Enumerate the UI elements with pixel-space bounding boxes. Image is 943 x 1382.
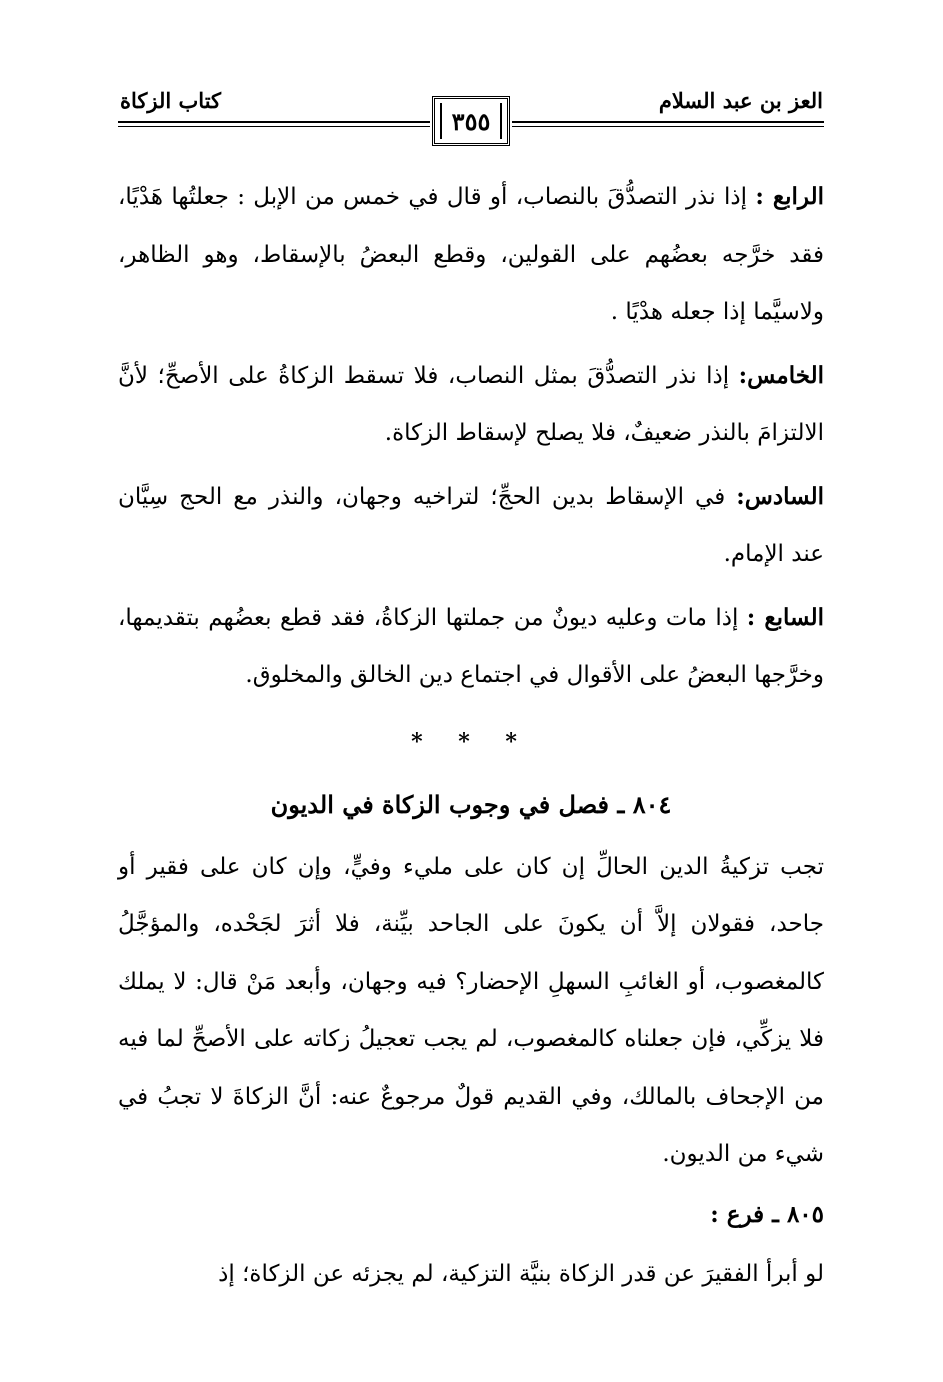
paragraph-fourth [118, 168, 824, 342]
section-body-paragraph: تجب تزكيةُ الدين الحالِّ إن كان على مليء وفيٍّ، وإن كان على فقير أو جاحد، فقولان إلاَّ أن يكونَ على الجاحد بيِّنة، فلا أثرَ لجَحْده، والمؤجَّلُ كالمغصوب، أو الغائبِ السهلِ الإحضار؟ فيه وجهان، وأبعد مَنْ قال: لا يملك فلا يزكِّي، فإن جعلناه كالمغصوب، لم يجب تعجيلُ زكاته على الأصحِّ لما فيه من الإجحاف بالمالك، وفي القديم قولٌ مرجوعٌ عنه: أنَّ الزكاةَ لا تجبُ في شيء من الديون. [118, 853, 824, 1167]
running-header-author: العز بن عبد السلام [658, 88, 823, 113]
header-rule-right-thin [512, 126, 824, 127]
paragraph-term: السابع : [746, 603, 824, 631]
paragraph-sixth [118, 468, 824, 584]
paragraph-fifth [118, 347, 824, 463]
header-rule-left [118, 121, 430, 123]
paragraph-text: إذا نذر التصدُّقَ بمثل النصاب، فلا تسقط الزكاةُ على الأصحِّ؛ لأنَّ الالتزامَ بالنذر ضعيفٌ، فلا يصلح لإسقاط الزكاة. [118, 362, 824, 446]
paragraph-term: الرابع : [755, 183, 824, 210]
paragraph-seventh [118, 589, 824, 705]
header-rule-right [512, 121, 824, 123]
branch-body-paragraph: لو أبرأ الفقيرَ عن قدر الزكاة بنيَّة التزكية، لم يجزئه عن الزكاة؛ إذ [218, 1260, 824, 1287]
header-rule-left-thin [118, 126, 430, 127]
section-separator: * * * [411, 728, 531, 755]
paragraph-term: السادس: [736, 482, 824, 510]
page-number: ٣٥٥ [451, 106, 491, 136]
paragraph-text: في الإسقاط بدين الحجِّ؛ لتراخيه وجهان، والنذر مع الحج سِيَّان عند الإمام. [118, 483, 824, 567]
paragraph-text: إذا نذر التصدُّقَ بالنصاب، أو قال في خمس من الإبل : جعلتُها هَدْيًا، فقد خرَّجه بعضُهم على القولين، وقطع البعضُ بالإسقاط، وهو الظاهر، ولاسيَّما إذا جعله هدْيًا . [118, 184, 824, 325]
running-header-book: كتاب الزكاة [120, 88, 222, 113]
page-number-frame [432, 96, 510, 146]
section-heading: ٨٠٤ ـ فصل في وجوب الزكاة في الديون [270, 789, 672, 819]
branch-heading: ٨٠٥ ـ فرع : [710, 1200, 824, 1228]
paragraph-term: الخامس: [738, 361, 824, 389]
paragraph-text: إذا مات وعليه ديونٌ من جملتها الزكاةُ، فقد قطع بعضُهم بتقديمها، وخرَّجها البعضُ على الأقوال في اجتماع دين الخالق والمخلوق. [118, 604, 824, 688]
page-body [118, 168, 824, 1303]
